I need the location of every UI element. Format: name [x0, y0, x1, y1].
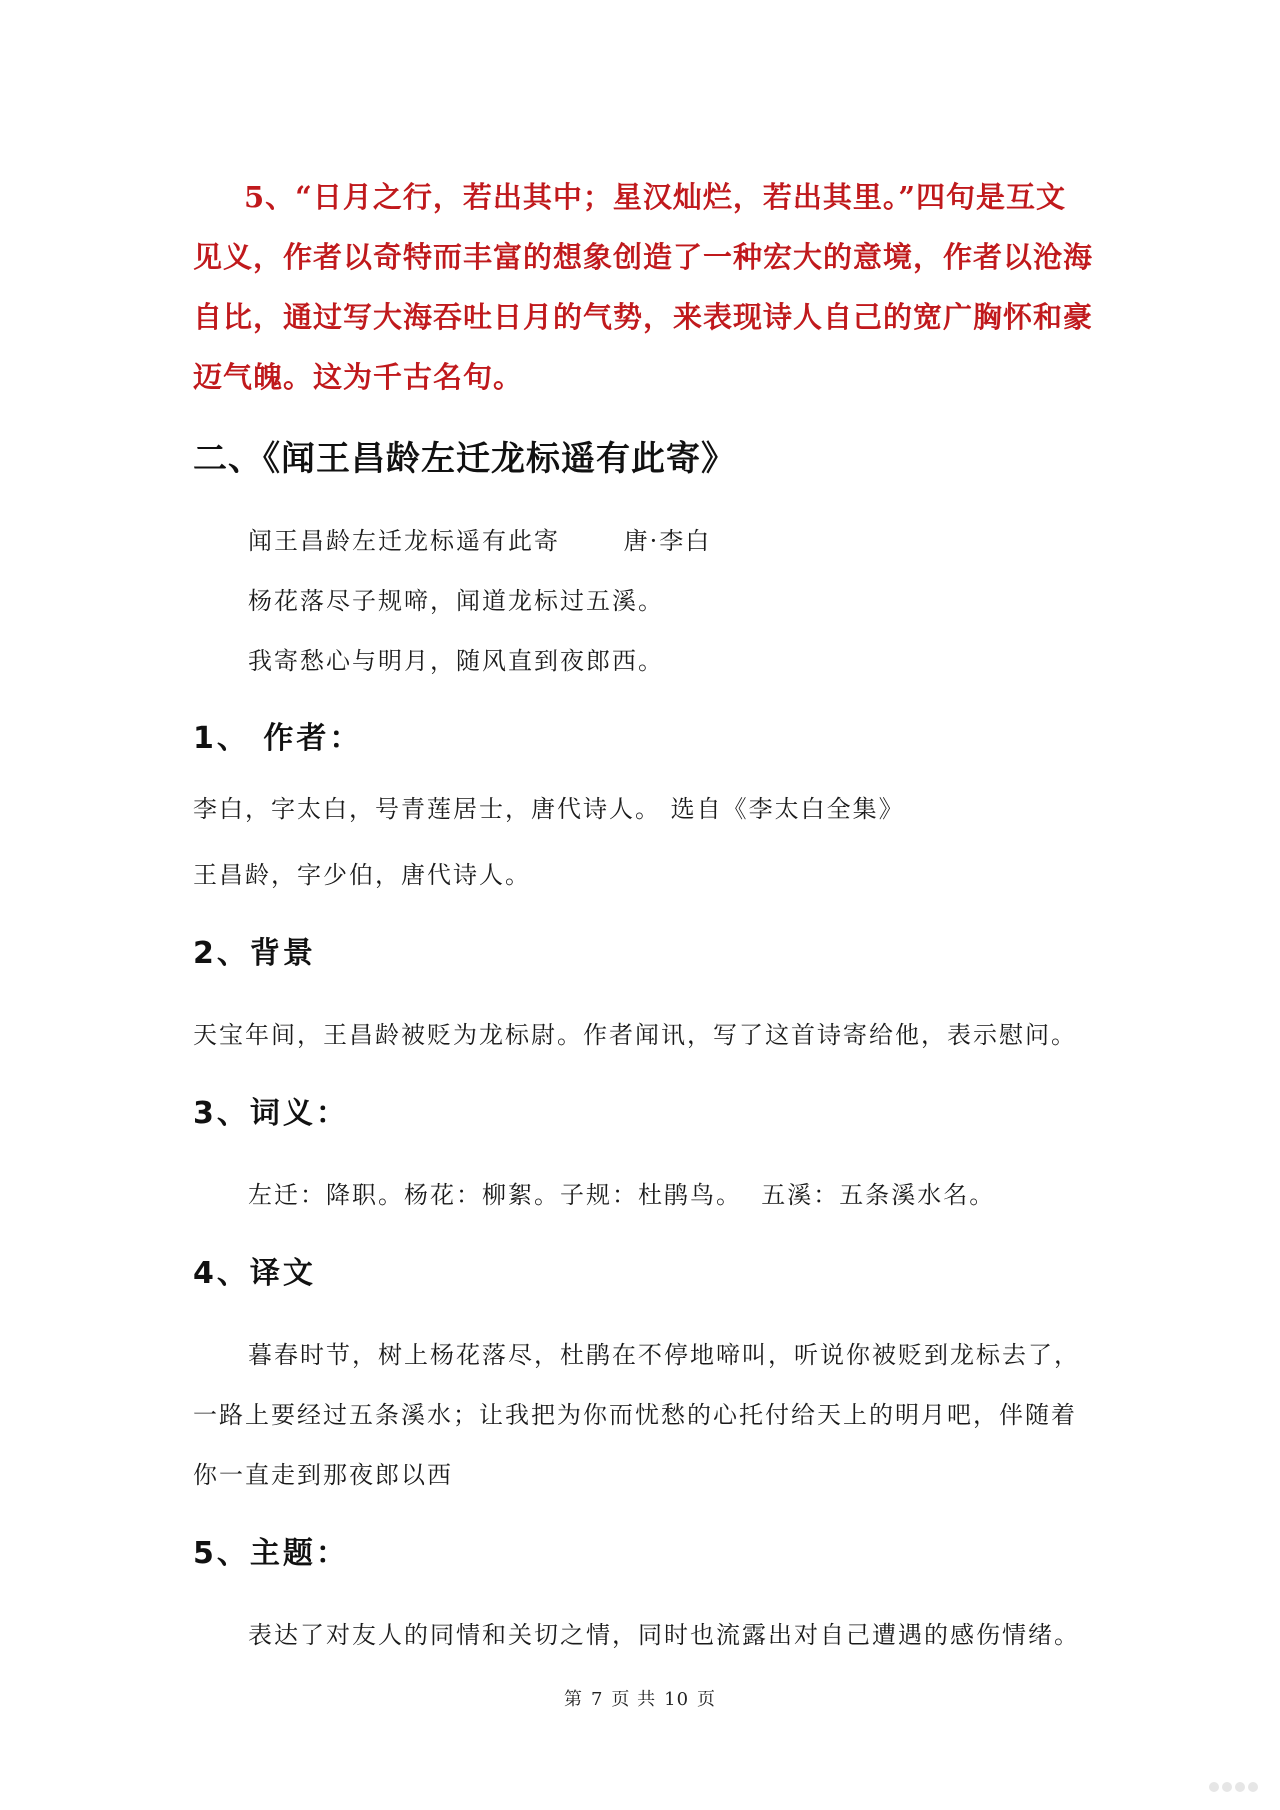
section-title: 二、《闻王昌龄左迁龙标遥有此寄》 [193, 439, 736, 479]
watermark-dot [1209, 1782, 1219, 1792]
author-heading: 1、 作者： [193, 721, 363, 756]
watermark-dot [1235, 1782, 1245, 1792]
poem-title-line [248, 521, 711, 556]
author-line-2: 王昌龄，字少伯，唐代诗人。 [193, 861, 531, 889]
page-suffix: 页 [697, 1689, 717, 1710]
translation-heading: 4、译文 [193, 1256, 316, 1291]
translation-line-1: 暮春时节，树上杨花落尽，杜鹃在不停地啼叫，听说你被贬到龙标去了， [248, 1341, 1080, 1369]
page-prefix: 第 [563, 1689, 583, 1710]
watermark-dot [1222, 1782, 1232, 1792]
poem-author: 唐·李白 [623, 527, 712, 555]
theme-text: 表达了对友人的同情和关切之情，同时也流露出对自己遭遇的感伤情绪。 [248, 1621, 1080, 1649]
poem-line-1: 杨花落尽子规啼，闻道龙标过五溪。 [248, 587, 664, 615]
watermark-dots [1209, 1782, 1258, 1792]
background-text: 天宝年间，王昌龄被贬为龙标尉。作者闻讯，写了这首诗寄给他，表示慰问。 [193, 1021, 1077, 1049]
point5-line-3: 自比，通过写大海吞吐日月的气势，来表现诗人自己的宽广胸怀和豪 [193, 300, 1094, 334]
page-total: 10 [664, 1689, 690, 1710]
author-line-1: 李白，字太白，号青莲居士，唐代诗人。 选自《李太白全集》 [193, 795, 905, 823]
point5-line-4: 迈气魄。这为千古名句。 [193, 360, 524, 394]
poem-title: 闻王昌龄左迁龙标遥有此寄 [248, 527, 560, 555]
theme-heading: 5、主题： [193, 1536, 349, 1571]
translation-line-3: 你一直走到那夜郎以西 [193, 1461, 453, 1489]
page-footer [0, 1685, 1280, 1711]
watermark-dot [1248, 1782, 1258, 1792]
page-mid: 页 共 [611, 1689, 657, 1710]
translation-line-2: 一路上要经过五条溪水；让我把为你而忧愁的心托付给天上的明月吧，伴随着 [193, 1401, 1077, 1429]
point5-line-2: 见义，作者以奇特而丰富的想象创造了一种宏大的意境，作者以沧海 [193, 240, 1094, 274]
background-heading: 2、背景 [193, 936, 316, 971]
vocabulary-text: 左迁：降职。杨花：柳絮。子规：杜鹃鸟。 五溪：五条溪水名。 [248, 1181, 996, 1209]
poem-line-2: 我寄愁心与明月，随风直到夜郎西。 [248, 647, 664, 675]
page-current: 7 [590, 1689, 604, 1710]
vocabulary-heading: 3、词义： [193, 1096, 349, 1131]
point5-line-1: 5、“日月之行，若出其中；星汉灿烂，若出其里。”四句是互文 [244, 180, 1067, 214]
